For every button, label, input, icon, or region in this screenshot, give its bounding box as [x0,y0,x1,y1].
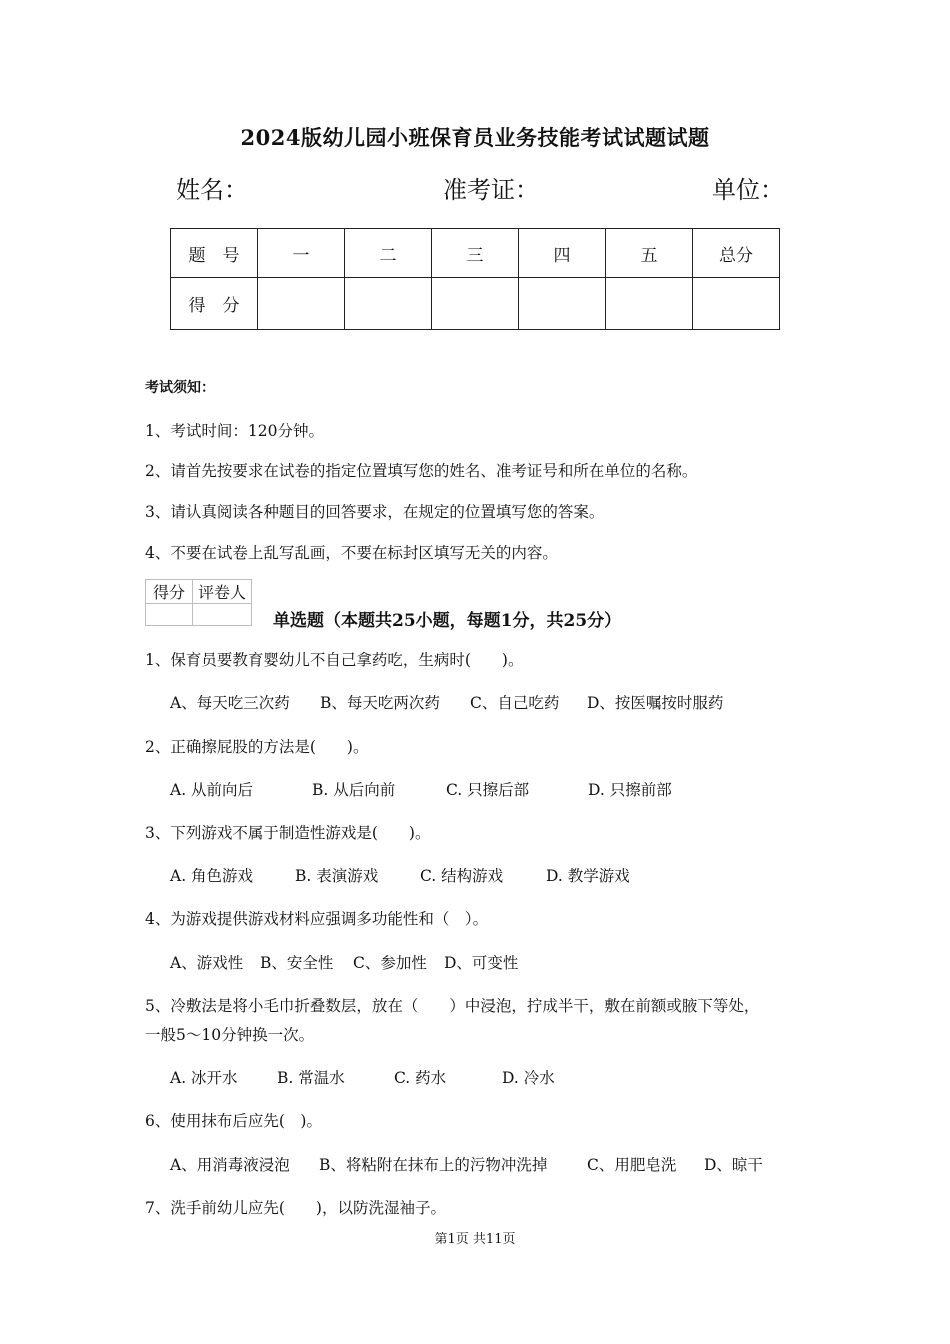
question-text-continued: 一般5～10分钟换一次。 [145,1026,315,1044]
option[interactable]: A. 冰开水 [170,1069,238,1087]
option[interactable]: C、自己吃药 [470,694,560,712]
score-input-cell[interactable] [519,278,606,330]
score-table-score-row [171,278,780,330]
question-options [170,864,630,886]
score-row-label: 得 分 [171,278,258,330]
notice-item: 3、请认真阅读各种题目的回答要求，在规定的位置填写您的答案。 [145,503,605,521]
option[interactable]: D. 冷水 [502,1069,555,1087]
grader-table [145,579,252,626]
option[interactable]: C、用肥皂洗 [587,1156,677,1174]
question-options [170,778,672,800]
option[interactable]: B、安全性 [260,954,334,972]
score-header-cell: 一 [258,229,345,278]
notice-item: 4、不要在试卷上乱写乱画，不要在标封区填写无关的内容。 [145,544,558,562]
question-text: 6、使用抹布后应先( )。 [145,1112,322,1130]
score-header-cell: 总分 [693,229,780,278]
option[interactable]: D. 教学游戏 [546,867,630,885]
score-input-cell[interactable] [432,278,519,330]
option[interactable]: A. 角色游戏 [170,867,254,885]
score-header-cell: 四 [519,229,606,278]
page-footer: 第1页 共11页 [434,1232,516,1247]
score-table [170,228,780,330]
grader-score-label: 得分 [146,580,193,604]
option[interactable]: D、可变性 [444,954,519,972]
question-options [170,691,723,713]
unit-label: 单位： [712,176,784,204]
notice-item: 2、请首先按要求在试卷的指定位置填写您的姓名、准考证号和所在单位的名称。 [145,462,698,480]
option[interactable]: A、每天吃三次药 [170,694,290,712]
score-input-cell[interactable] [345,278,432,330]
score-header-cell: 五 [606,229,693,278]
option[interactable]: A、用消毒液浸泡 [170,1156,290,1174]
question-text: 5、冷敷法是将小毛巾折叠数层，放在（ ）中浸泡，拧成半干，敷在前额或腋下等处， [145,997,760,1015]
option[interactable]: B. 从后向前 [312,781,396,799]
section-title: 单选题（本题共25小题，每题1分，共25分） [273,611,622,631]
score-header-cell: 三 [432,229,519,278]
ticket-label: 准考证： [443,176,539,204]
option[interactable]: C、参加性 [353,954,427,972]
option[interactable]: B. 常温水 [277,1069,345,1087]
option[interactable]: D、晾干 [704,1156,763,1174]
question-text: 3、下列游戏不属于制造性游戏是( )。 [145,824,431,842]
question-text: 2、正确擦屁股的方法是( )。 [145,738,369,756]
grader-name-cell[interactable] [193,604,252,626]
name-label: 姓名： [176,176,248,204]
option[interactable]: C. 结构游戏 [420,867,504,885]
question-options [170,1153,763,1175]
score-input-cell[interactable] [606,278,693,330]
question-text: 1、保育员要教育婴幼儿不自己拿药吃，生病时( )。 [145,651,524,669]
notice-item: 1、考试时间：120分钟。 [145,422,324,440]
option[interactable]: B、每天吃两次药 [320,694,440,712]
question-options [170,951,518,973]
option[interactable]: A. 从前向后 [170,781,254,799]
question-text: 4、为游戏提供游戏材料应强调多功能性和（ ）。 [145,910,489,928]
grader-name-label: 评卷人 [193,580,252,604]
score-header-cell: 题 号 [171,229,258,278]
question-options [170,1066,555,1088]
question-text: 7、洗手前幼儿应先( )，以防洗湿袖子。 [145,1199,446,1217]
notice-heading: 考试须知： [145,380,215,396]
score-header-cell: 二 [345,229,432,278]
option[interactable]: D. 只擦前部 [588,781,672,799]
option[interactable]: B. 表演游戏 [295,867,379,885]
option[interactable]: B、将粘附在抹布上的污物冲洗掉 [319,1156,548,1174]
score-table-header-row [171,229,780,278]
option[interactable]: C. 只擦后部 [446,781,530,799]
option[interactable]: D、按医嘱按时服药 [587,694,724,712]
option[interactable]: C. 药水 [394,1069,447,1087]
score-input-cell[interactable] [693,278,780,330]
page-title: 2024版幼儿园小班保育员业务技能考试试题试题 [240,125,710,150]
option[interactable]: A、游戏性 [170,954,244,972]
score-input-cell[interactable] [258,278,345,330]
grader-score-cell[interactable] [146,604,193,626]
